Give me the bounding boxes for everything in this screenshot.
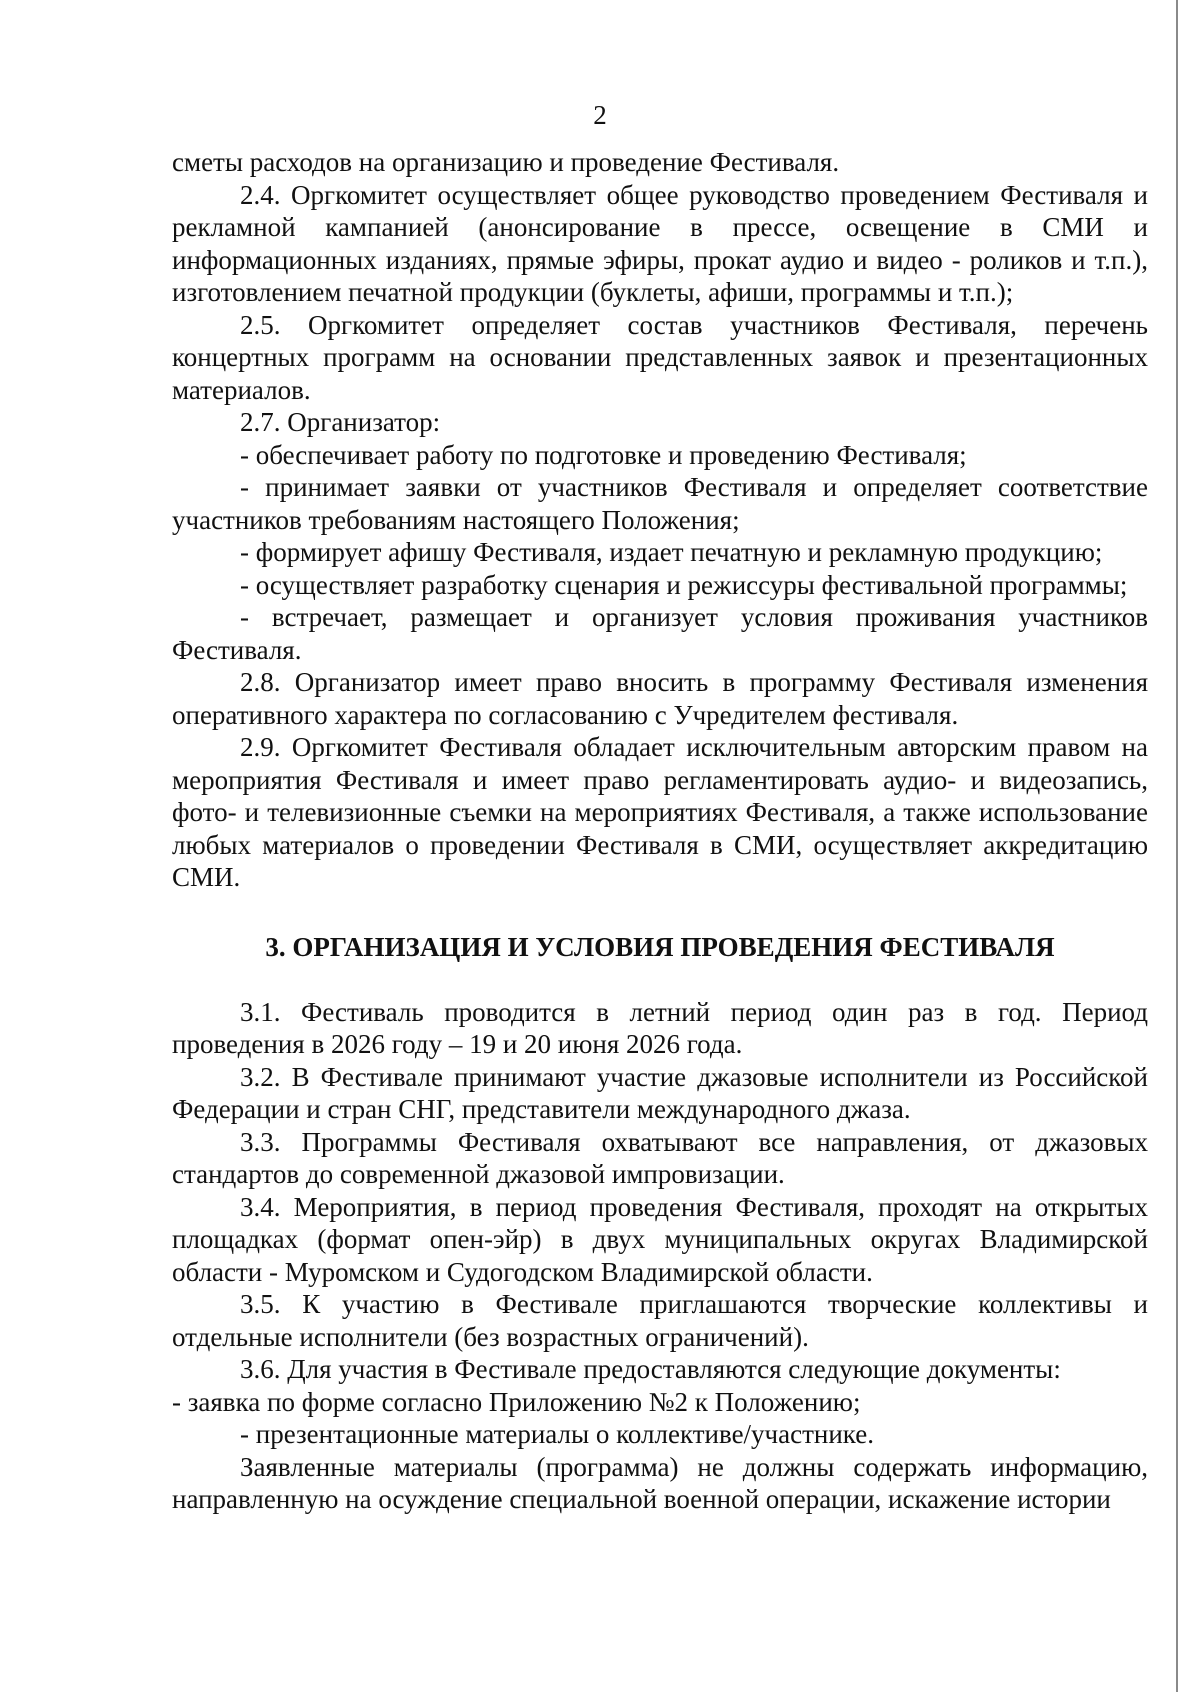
list-item-organizer-duty: - обеспечивает работу по подготовке и проведению Фестиваля;	[240, 439, 967, 470]
paragraph-2-5: 2.5. Оргкомитет определяет состав участников Фестиваля, перечень концертных программ на основании представленных заявок и презентационных материалов.	[172, 309, 1148, 405]
section-3-text	[172, 996, 1148, 1516]
paragraph-continuation: сметы расходов на организацию и проведение Фестиваля.	[172, 147, 840, 177]
list-item-organizer-duty: - формирует афишу Фестиваля, издает печатную и рекламную продукцию;	[240, 537, 1103, 567]
paragraph-3-1: 3.1. Фестиваль проводится в летний период один раз в год. Период проведения в 2026 году – 19 и 20 июня 2026 года.	[172, 996, 1148, 1059]
paragraph-materials-restriction: Заявленные материалы (программа) не должны содержать информацию, направленную на осуждение специальной военной операции, искажение истории	[172, 1451, 1148, 1514]
page-edge-line	[1176, 0, 1178, 1692]
paragraph-3-3: 3.3. Программы Фестиваля охватывают все направления, от джазовых стандартов до современной джазовой импровизации.	[172, 1126, 1148, 1189]
paragraph-3-2: 3.2. В Фестивале принимают участие джазовые исполнители из Российской Федерации и стран СНГ, представители международного джаза.	[172, 1061, 1148, 1124]
section-2-text	[172, 146, 1148, 894]
paragraph-2-8: 2.8. Организатор имеет право вносить в программу Фестиваля изменения оперативного характера по согласованию с Учредителем фестиваля.	[172, 667, 1148, 730]
list-item-document: - презентационные материалы о коллективе/участнике.	[240, 1419, 874, 1449]
document-body	[172, 146, 1148, 1516]
list-item-organizer-duty: - встречает, размещает и организует условия проживания участников Фестиваля.	[172, 602, 1148, 665]
paragraph-3-6: 3.6. Для участия в Фестивале предоставляются следующие документы:	[240, 1354, 1061, 1384]
paragraph-3-5: 3.5. К участию в Фестивале приглашаются творческие коллективы и отдельные исполнители (без возрастных ограничений).	[172, 1289, 1148, 1352]
paragraph-2-7: 2.7. Организатор:	[240, 407, 441, 437]
paragraph-2-9: 2.9. Оргкомитет Фестиваля обладает исключительным авторским правом на мероприятия Фестиваля и имеет право регламентировать аудио- и видеозапись, фото- и телевизионные съемки на мероприятиях Фестиваля, а также использование любых материалов о проведении Фестиваля в СМИ, осуществляет аккредитацию СМИ.	[172, 732, 1148, 892]
list-item-organizer-duty: - принимает заявки от участников Фестиваля и определяет соответствие участников требованиям настоящего Положения;	[172, 472, 1148, 535]
list-item-document: - заявка по форме согласно Приложению №2 к Положению;	[172, 1386, 861, 1417]
paragraph-2-4: 2.4. Оргкомитет осуществляет общее руководство проведением Фестиваля и рекламной кампанией (анонсирование в прессе, освещение в СМИ и информационных изданиях, прямые эфиры, прокат аудио и видео - роликов и т.п.), изготовлением печатной продукции (буклеты, афиши, программы и т.п.);	[172, 179, 1148, 307]
list-item-organizer-duty: - осуществляет разработку сценария и режиссуры фестивальной программы;	[240, 569, 1128, 600]
section-3-heading: 3. ОРГАНИЗАЦИЯ И УСЛОВИЯ ПРОВЕДЕНИЯ ФЕСТИВАЛЯ	[265, 931, 1055, 962]
page-number: 2	[593, 100, 607, 130]
paragraph-3-4: 3.4. Мероприятия, в период проведения Фестиваля, проходят на открытых площадках (формат опен-эйр) в двух муниципальных округах Владимирской области - Муромском и Судогодском Владимирской области.	[172, 1191, 1148, 1287]
